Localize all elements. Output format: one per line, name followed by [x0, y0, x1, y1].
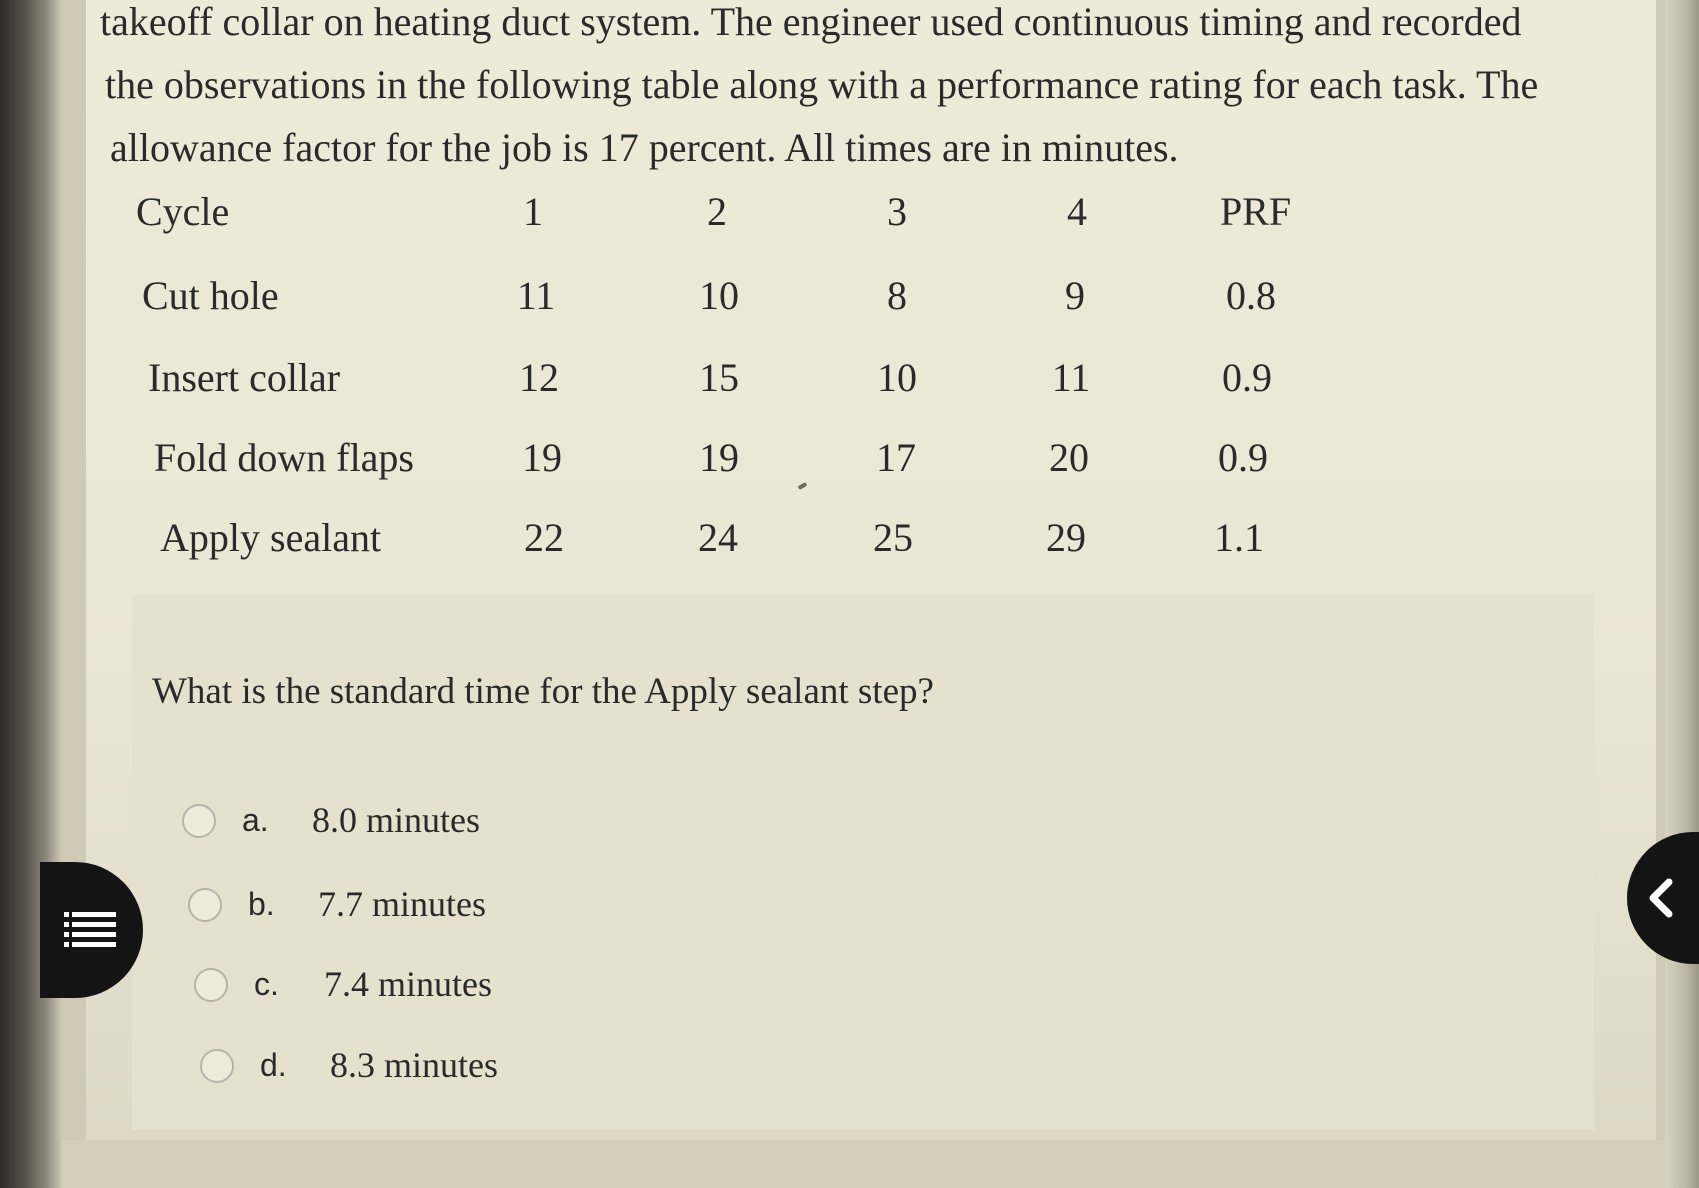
table-header-cycle-2: 2 — [707, 189, 727, 234]
radio-button-d[interactable] — [200, 1049, 234, 1083]
table-header-cycle: Cycle — [136, 189, 230, 234]
cycle-2-value: 10 — [699, 273, 739, 318]
prf-value: 0.9 — [1218, 435, 1268, 480]
problem-text-line-2: the observations in the following table along with a performance rating for each task. The — [105, 62, 1539, 107]
cycle-4-value: 9 — [1065, 273, 1085, 318]
cycle-2-value: 19 — [699, 435, 739, 480]
task-name: Cut hole — [142, 273, 279, 318]
cycle-3-value: 10 — [877, 355, 917, 400]
table-header-cycle-4: 4 — [1067, 189, 1087, 234]
cycle-2-value: 24 — [698, 515, 738, 560]
option-letter: c. — [254, 966, 279, 1002]
radio-button-a[interactable] — [182, 804, 216, 838]
cycle-4-value: 20 — [1049, 435, 1089, 480]
prf-value: 1.1 — [1214, 515, 1264, 560]
option-text: 8.0 minutes — [312, 800, 480, 840]
radio-button-b[interactable] — [188, 888, 222, 922]
table-header-cycle-1: 1 — [523, 189, 543, 234]
cycle-2-value: 15 — [699, 355, 739, 400]
prf-value: 0.8 — [1226, 273, 1276, 318]
cycle-1-value: 19 — [522, 435, 562, 480]
option-letter: b. — [248, 886, 275, 922]
screen-bezel-left — [0, 0, 62, 1188]
screen-bezel-right — [1665, 0, 1699, 1188]
chevron-left-icon — [1643, 878, 1679, 918]
task-name: Insert collar — [148, 355, 341, 400]
cycle-1-value: 22 — [524, 515, 564, 560]
prf-value: 0.9 — [1222, 355, 1272, 400]
cycle-3-value: 8 — [887, 273, 907, 318]
option-letter: a. — [242, 802, 269, 838]
radio-button-c[interactable] — [194, 968, 228, 1002]
problem-text-line-1: takeoff collar on heating duct system. The engineer used continuous timing and recorded — [100, 0, 1522, 44]
cycle-1-value: 12 — [519, 355, 559, 400]
option-text: 7.4 minutes — [324, 964, 492, 1004]
option-text: 7.7 minutes — [318, 884, 486, 924]
cycle-4-value: 29 — [1046, 515, 1086, 560]
table-header-prf: PRF — [1220, 189, 1292, 234]
cycle-4-value: 11 — [1051, 355, 1091, 400]
list-icon — [64, 912, 116, 948]
cycle-3-value: 17 — [876, 435, 916, 480]
question-text: What is the standard time for the Apply sealant step? — [152, 671, 934, 712]
table-header-cycle-3: 3 — [887, 189, 907, 234]
task-name: Apply sealant — [160, 515, 382, 560]
problem-text-line-3: allowance factor for the job is 17 percent. All times are in minutes. — [110, 125, 1179, 170]
cycle-1-value: 11 — [516, 273, 556, 318]
option-text: 8.3 minutes — [330, 1045, 498, 1085]
task-name: Fold down flaps — [154, 435, 414, 480]
bottom-band — [62, 1140, 1672, 1188]
cycle-3-value: 25 — [873, 515, 913, 560]
option-letter: d. — [260, 1047, 287, 1083]
